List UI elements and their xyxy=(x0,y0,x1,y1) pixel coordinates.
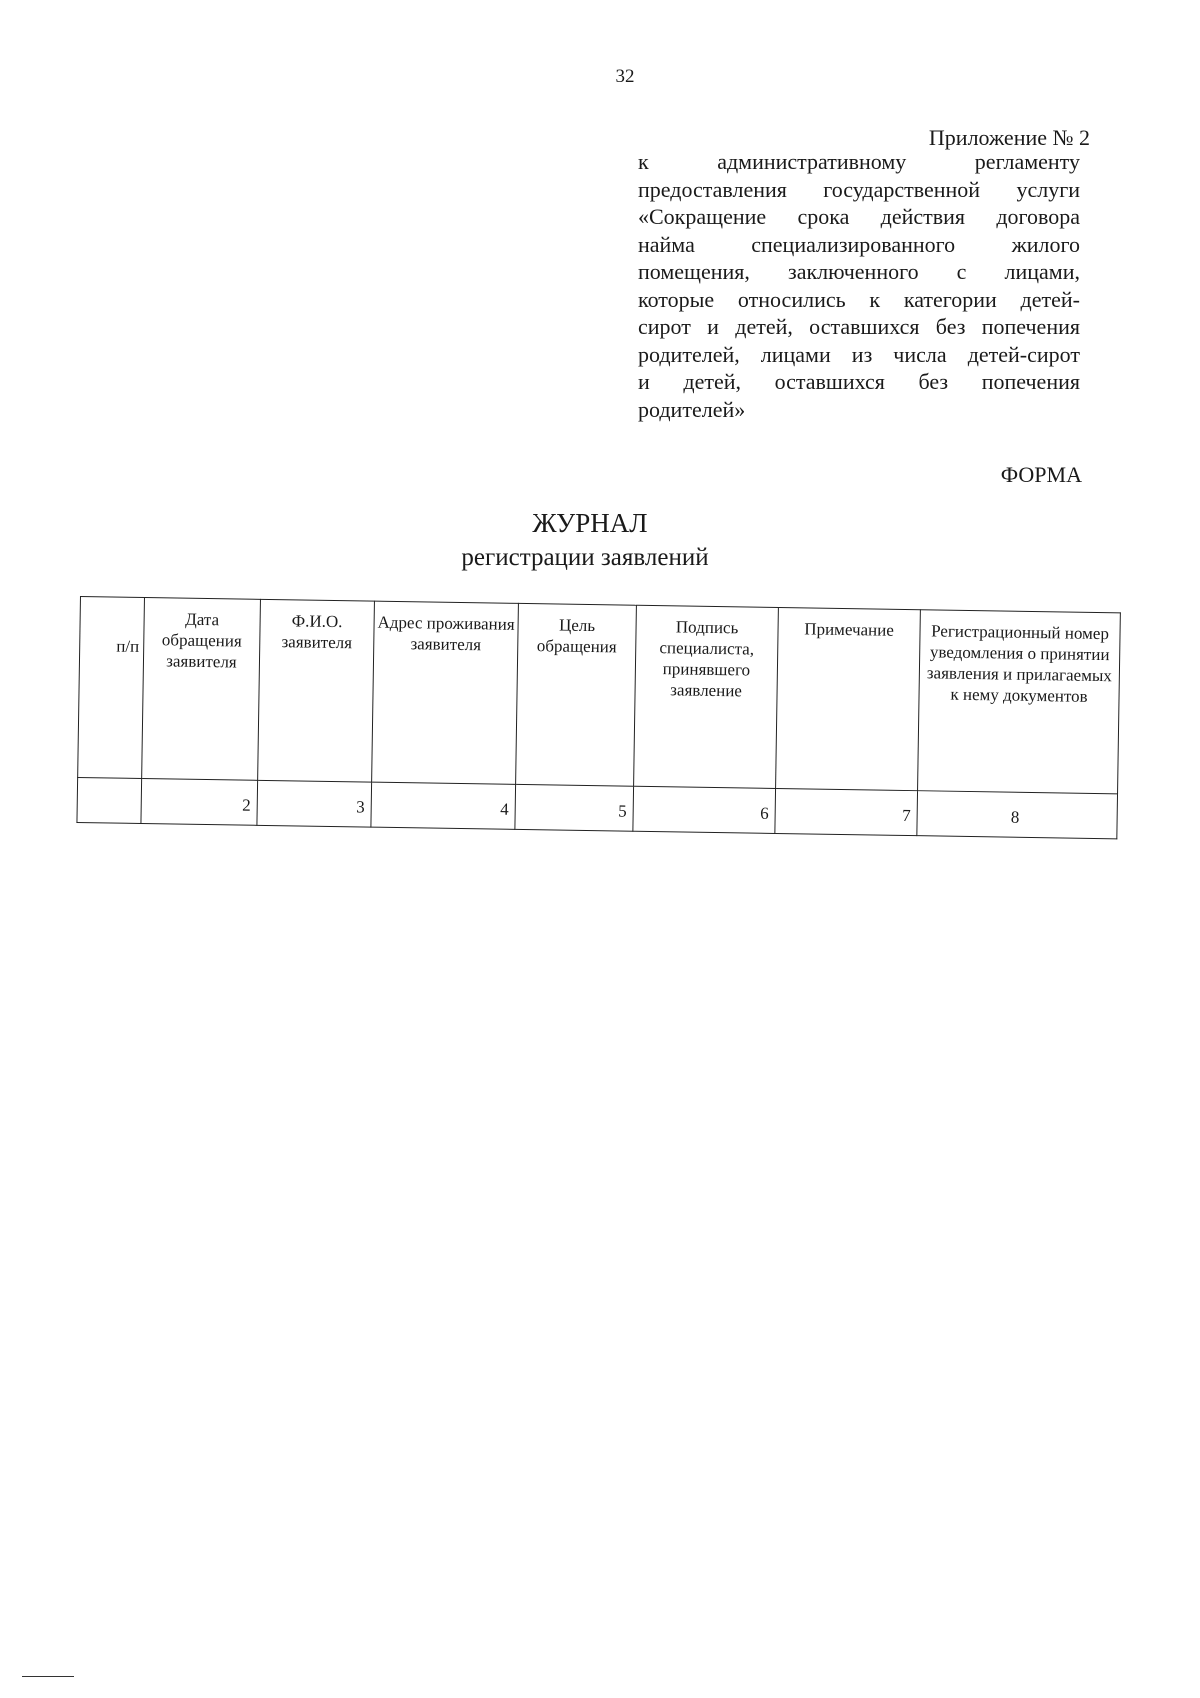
number-cell: 2 xyxy=(141,778,258,825)
header-cell: Ф.И.О. заявителя xyxy=(258,599,375,782)
appendix-line: родителей» xyxy=(638,396,746,422)
appendix-line: «Сокращение срока действия договора xyxy=(638,204,1080,229)
header-cell: п/п xyxy=(78,597,145,779)
appendix-line: которые относились к категории детей- xyxy=(638,286,1080,312)
appendix-line: родителей, лицами из числа детей-сирот xyxy=(638,341,1080,367)
journal-title: ЖУРНАЛ xyxy=(532,508,648,538)
appendix-line: предоставления государственной услуги xyxy=(638,176,1080,202)
page-number: 32 xyxy=(615,66,635,87)
number-cell xyxy=(77,777,142,823)
appendix-line: найма специализированного жилого xyxy=(638,231,1080,257)
form-label: ФОРМА xyxy=(1000,462,1082,487)
journal-table xyxy=(76,596,1120,839)
appendix-line: к административному регламенту xyxy=(638,149,1080,174)
header-cell: Цель обращения xyxy=(516,603,637,786)
table-header-row xyxy=(78,597,1121,794)
number-cell: 5 xyxy=(515,784,634,831)
appendix-line: помещения, заключенного с лицами, xyxy=(638,259,1080,284)
appendix-text xyxy=(638,148,1080,423)
appendix-line: сирот и детей, оставшихся без попечения xyxy=(638,314,1080,339)
header-cell: Адрес проживания заявителя xyxy=(372,601,519,784)
footer-divider xyxy=(22,1676,74,1677)
journal-subtitle: регистрации заявлений xyxy=(461,544,709,571)
number-cell: 8 xyxy=(917,791,1118,839)
number-cell: 7 xyxy=(775,788,918,835)
appendix-line: и детей, оставшихся без попечения xyxy=(638,369,1080,394)
header-cell: Подпись специалиста, принявшего заявление xyxy=(634,605,779,788)
number-cell: 4 xyxy=(371,782,516,829)
number-cell: 3 xyxy=(257,780,372,827)
appendix-title: Приложение № 2 xyxy=(928,125,1090,150)
number-cell: 6 xyxy=(633,786,776,833)
header-cell: Примечание xyxy=(776,607,921,790)
header-cell: Дата обращения заявителя xyxy=(142,598,261,781)
header-cell: Регистрационный номер уведомления о принятии заявления и прилагаемых к нему документов xyxy=(918,610,1121,794)
